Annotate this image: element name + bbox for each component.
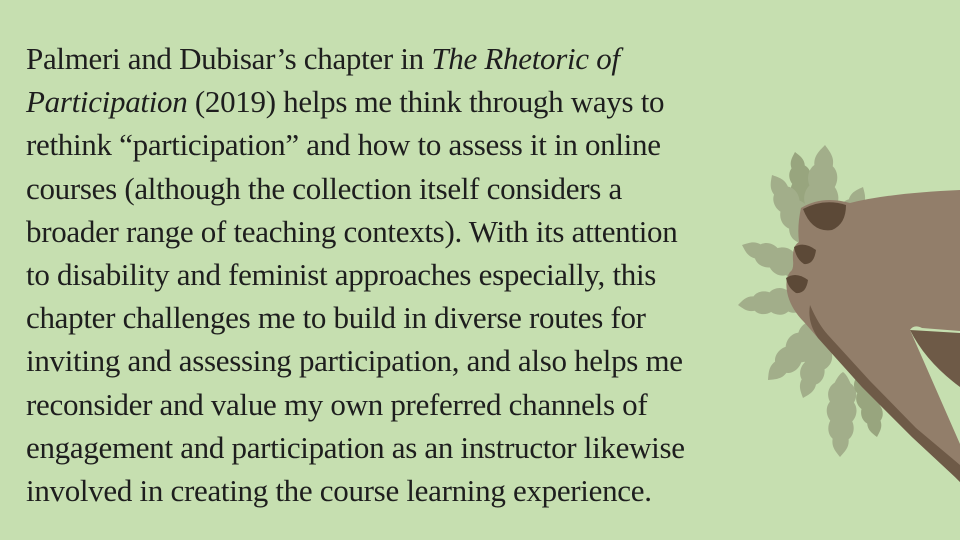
text-run: engagement and participation as an instructor likewise [26, 429, 685, 465]
text-line [26, 123, 946, 166]
text-run: (2019) helps me think through ways to [187, 84, 665, 120]
text-run-italic: The Rhetoric of [431, 41, 620, 76]
text-run: to disability and feminist approaches especially, this [26, 256, 657, 292]
text-line [26, 339, 946, 382]
text-line [26, 253, 946, 296]
text-line [26, 469, 946, 512]
text-line [26, 210, 946, 253]
text-run: Palmeri and Dubisar’s chapter in [26, 41, 432, 76]
text-run: chapter challenges me to build in diverse routes for [26, 300, 646, 336]
text-line [26, 80, 946, 123]
text-run-italic: Participation [26, 84, 188, 120]
text-run: courses (although the collection itself considers a [26, 170, 622, 206]
text-run: reconsider and value my own preferred channels of [26, 386, 648, 422]
text-line [26, 37, 946, 80]
text-run: inviting and assessing participation, and also helps me [26, 343, 683, 379]
text-run: rethink “participation” and how to assess it in online [26, 127, 661, 163]
text-line [26, 426, 946, 469]
text-line [26, 296, 946, 339]
text-run: broader range of teaching contexts). With its attention [26, 213, 678, 249]
text-line [26, 383, 946, 426]
slide-body-text [26, 37, 946, 512]
text-line [26, 167, 946, 210]
text-run: involved in creating the course learning experience. [26, 472, 652, 508]
